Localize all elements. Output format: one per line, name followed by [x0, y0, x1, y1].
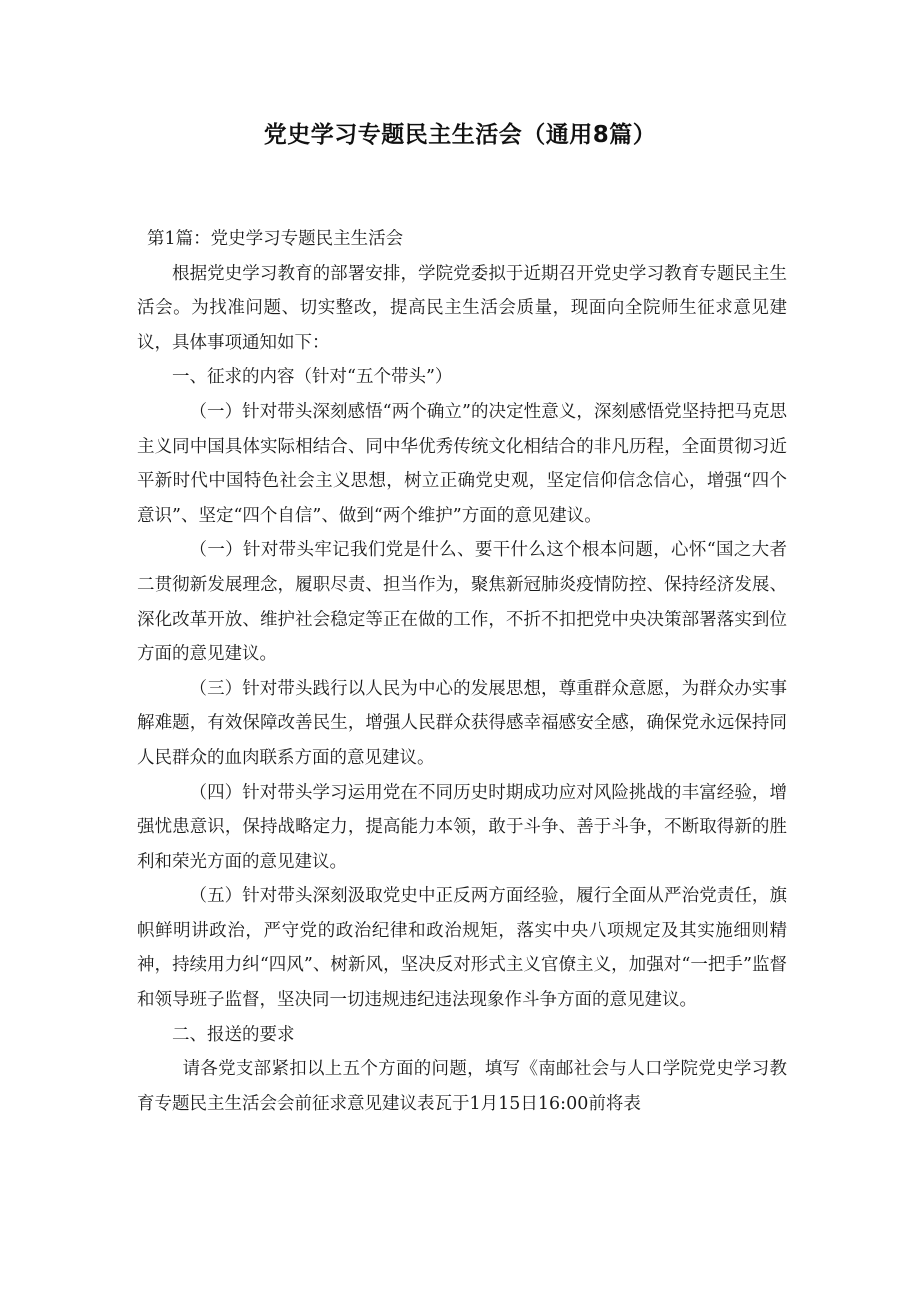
intro-paragraph: 根据党史学习教育的部署安排，学院党委拟于近期召开党史学习教育专题民主生活会。为找准问题、切实整改，提高民主生活会质量，现面向全院师生征求意见建议，具体事项通知如下： — [137, 263, 787, 353]
section-heading-2: 二、报送的要求 — [172, 1024, 295, 1045]
item-paragraph-4: （四）针对带头学习运用党在不同历史时期成功应对风险挑战的丰富经验，增强忧患意识，保持战略定力，提高能力本领，敢于斗争、善于斗争，不断取得新的胜利和荣光方面的意见建议。 — [137, 782, 787, 872]
item-paragraph-3: （三）针对带头践行以人民为中心的发展思想，尊重群众意愿，为群众办实事解难题，有效保障改善民生，增强人民群众获得感幸福感安全感，确保党永远保持同人民群众的血肉联系方面的意见建议。 — [137, 678, 787, 768]
document-title: 党史学习专题民主生活会（通用8篇） — [263, 122, 657, 148]
document-body — [137, 222, 787, 1121]
item-paragraph-1: （一）针对带头深刻感悟“两个确立”的决定性意义，深刻感悟党坚持把马克思主义同中国具体实际相结合、同中华优秀传统文化相结合的非凡历程，全面贯彻习近平新时代中国特色社会主义思想，树立正确党史观，坚定信仰信念信心，增强“四个意识”、坚定“四个自信”、做到“两个维护”方面的意见建议。 — [137, 401, 787, 526]
chapter-title: 第1篇：党史学习专题民主生活会 — [147, 229, 404, 249]
item-paragraph-5: （五）针对带头深刻汲取党史中正反两方面经验，履行全面从严治党责任，旗帜鲜明讲政治，严守党的政治纪律和政治规矩，落实中央八项规定及其实施细则精神，持续用力纠“四风”、树新风，坚决反对形式主义官僚主义，加强对“一把手”监督和领导班子监督，坚决同一切违规违纪违法现象作斗争方面的意见建议。 — [137, 886, 787, 1011]
section-heading-1: 一、征求的内容（针对“五个带头”） — [172, 367, 453, 388]
item-paragraph-2: （一）针对带头牢记我们党是什么、要干什么这个根本问题，心怀“国之大者二贯彻新发展理念，履职尽责、担当作为，聚焦新冠肺炎疫情防控、保持经济发展、深化改革开放、维护社会稳定等正在做的工作，不折不扣把党中央决策部署落实到位方面的意见建议。 — [137, 540, 787, 665]
requirement-paragraph: 请各党支部紧扣以上五个方面的问题，填写《南邮社会与人口学院党史学习教育专题民主生活会会前征求意见建议表瓦于1月15日16:00前将表 — [137, 1059, 787, 1114]
